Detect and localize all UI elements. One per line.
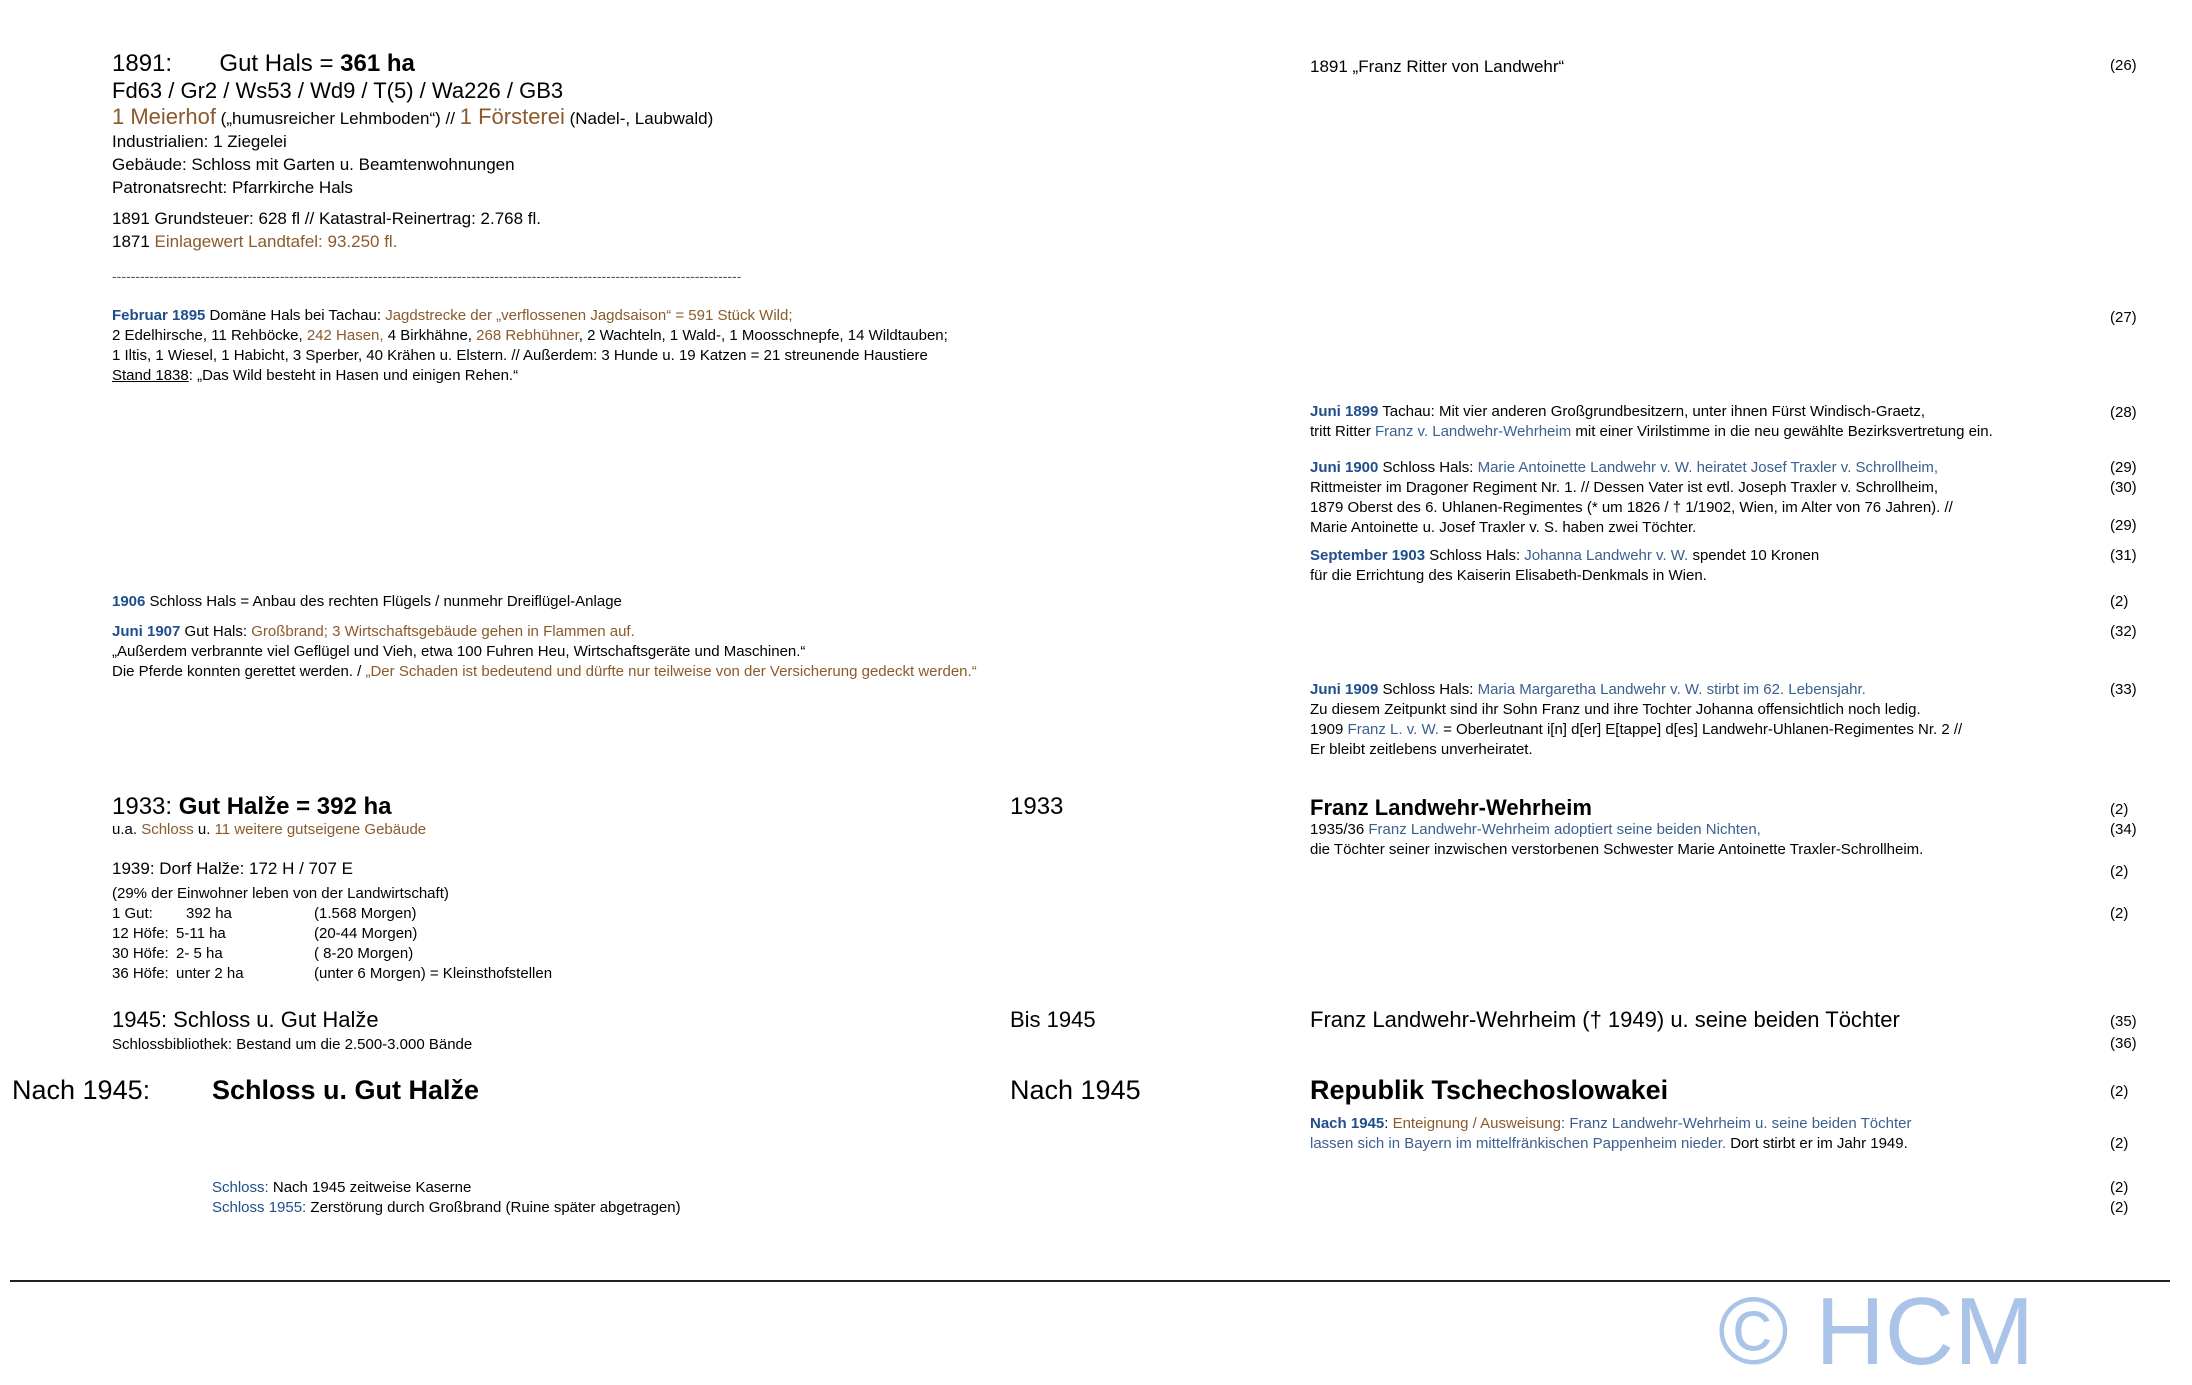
entry-jun-1907-line2: „Außerdem verbrannte viel Geflügel und Vieh, etwa 100 Fuhren Heu, Wirtschaftsgeräte und Maschinen.“ <box>112 643 806 660</box>
entry-jun-1909: Juni 1909 Schloss Hals: Maria Margaretha Landwehr v. W. stirbt im 62. Lebensjahr. <box>1310 681 1866 698</box>
ref-32: (32) <box>2110 623 2137 640</box>
entry-jun-1909-line2: Zu diesem Zeitpunkt sind ihr Sohn Franz und ihre Tochter Johanna offensichtlich noch ledig. <box>1310 701 1921 718</box>
ref-2: (2) <box>2110 1179 2129 1196</box>
republik-title: Republik Tschechoslowakei <box>1310 1075 1669 1105</box>
mid-nach-1945: Nach 1945 <box>1010 1075 1141 1105</box>
entry-sep-1903-line2: für die Errichtung des Kaiserin Elisabeth-Denkmals in Wien. <box>1310 567 1707 584</box>
farm-row: 12 Höfe: 5-11 ha (20-44 Morgen) <box>112 925 418 942</box>
copyright-watermark: © HCM <box>1718 1278 2035 1385</box>
entry-adoption: 1935/36 Franz Landwehr-Wehrheim adoptiert seine beiden Nichten, <box>1310 821 1761 838</box>
patronatsrecht: Patronatsrecht: Pfarrkirche Hals <box>112 178 353 197</box>
ref-33: (33) <box>2110 681 2137 698</box>
right-bis-1945: Franz Landwehr-Wehrheim († 1949) u. seine beiden Töchter <box>1310 1007 1900 1032</box>
foersterei: 1 Försterei <box>459 104 565 129</box>
franz-title: Franz Landwehr-Wehrheim <box>1310 795 1592 820</box>
foersterei-note: (Nadel-, Laubwald) <box>564 109 714 128</box>
heading-1945: 1945: Schloss u. Gut Halže <box>112 1007 379 1032</box>
entry-nach-1945: Nach 1945: Enteignung / Ausweisung: Franz Landwehr-Wehrheim u. seine beiden Töchter <box>1310 1115 1912 1132</box>
meierhof: 1 Meierhof <box>112 104 216 129</box>
farm-row: 1 Gut: 392 ha (1.568 Morgen) <box>112 905 417 922</box>
dorf-1939: 1939: Dorf Halže: 172 H / 707 E <box>112 859 353 878</box>
entry-jun-1900: Juni 1900 Schloss Hals: Marie Antoinette Landwehr v. W. heiratet Josef Traxler v. Schrollheim, <box>1310 459 1939 476</box>
entry-zerstoerung: Schloss 1955: Zerstörung durch Großbrand (Ruine später abgetragen) <box>212 1199 681 1216</box>
ref-26: (26) <box>2110 57 2137 74</box>
entry-jun-1907: Juni 1907 Gut Hals: Großbrand; 3 Wirtschaftsgebäude gehen in Flammen auf. <box>112 623 635 640</box>
einwohner-note: (29% der Einwohner leben von der Landwirtschaft) <box>112 885 449 902</box>
einlagewert: 1871 Einlagewert Landtafel: 93.250 fl. <box>112 232 398 251</box>
entry-feb-1895-line3: 1 Iltis, 1 Wiesel, 1 Habicht, 3 Sperber, 40 Krähen u. Elstern. // Außerdem: 3 Hunde u. 19 Katzen = 21 streunende Haustiere <box>112 347 928 364</box>
ref-2: (2) <box>2110 801 2129 818</box>
ref-2: (2) <box>2110 593 2129 610</box>
entry-jun-1900-line2: Rittmeister im Dragoner Regiment Nr. 1. // Dessen Vater ist evtl. Joseph Traxler v. Schrollheim, <box>1310 479 1938 496</box>
gut-1933-sub: u.a. Schloss u. 11 weitere gutseigene Gebäude <box>112 821 427 838</box>
ref-27: (27) <box>2110 309 2137 326</box>
entry-kaserne: Schloss: Nach 1945 zeitweise Kaserne <box>212 1179 472 1196</box>
ref-31: (31) <box>2110 547 2137 564</box>
entry-jun-1899: Juni 1899 Tachau: Mit vier anderen Großgrundbesitzern, unter ihnen Fürst Windisch-Graetz, <box>1310 403 1926 420</box>
entry-sep-1903: September 1903 Schloss Hals: Johanna Landwehr v. W. spendet 10 Kronen <box>1310 547 1820 564</box>
farm-row: 30 Höfe: 2- 5 ha ( 8-20 Morgen) <box>112 945 414 962</box>
nach-1945-label: Nach 1945: <box>12 1075 151 1105</box>
entry-feb-1895-line2: 2 Edelhirsche, 11 Rehböcke, 242 Hasen, 4 Birkhähne, 268 Rebhühner, 2 Wachteln, 1 Wald-, 1 Moosschnepfe, 14 Wildtauben; <box>112 327 948 344</box>
entry-nach-1945-line2: lassen sich in Bayern im mittelfränkischen Pappenheim nieder. Dort stirbt er im Jahr 1949. <box>1310 1135 1908 1152</box>
right-1891: 1891 „Franz Ritter von Landwehr“ <box>1310 57 1565 76</box>
entry-jun-1909-line4: Er bleibt zeitlebens unverheiratet. <box>1310 741 1533 758</box>
ref-35: (35) <box>2110 1013 2137 1030</box>
entry-adoption-line2: die Töchter seiner inzwischen verstorbenen Schwester Marie Antoinette Traxler-Schrollheim. <box>1310 841 1924 858</box>
meierhof-line: 1 Meierhof („humusreicher Lehmboden“) // 1 Försterei (Nadel-, Laubwald) <box>112 104 714 129</box>
heading-1933: 1933: Gut Halže = 392 ha <box>112 793 392 820</box>
farm-row: 36 Höfe: unter 2 ha (unter 6 Morgen) = Kleinsthofstellen <box>112 965 553 982</box>
gut-hals-name: Gut Hals = <box>219 50 341 77</box>
year-1891: 1891: <box>112 50 173 77</box>
ref-29: (29) <box>2110 517 2137 534</box>
mid-bis-1945: Bis 1945 <box>1010 1007 1096 1032</box>
entry-1906: 1906 Schloss Hals = Anbau des rechten Flügels / nunmehr Dreiflügel-Anlage <box>112 593 622 610</box>
heading-1891 <box>112 49 415 78</box>
meierhof-note: humusreicher Lehmboden <box>232 109 430 128</box>
mid-1933: 1933 <box>1010 793 1064 820</box>
grundsteuer: 1891 Grundsteuer: 628 fl // Katastral-Reinertrag: 2.768 fl. <box>112 209 542 228</box>
ref-2: (2) <box>2110 1083 2129 1100</box>
ref-36: (36) <box>2110 1035 2137 1052</box>
ref-2: (2) <box>2110 863 2129 880</box>
entry-feb-1895: Februar 1895 Domäne Hals bei Tachau: Jagdstrecke der „verflossenen Jagdsaison“ = 591 Stück Wild; <box>112 307 793 324</box>
entry-stand-1838: Stand 1838: „Das Wild besteht in Hasen und einigen Rehen.“ <box>112 367 519 384</box>
codes-1891: Fd63 / Gr2 / Ws53 / Wd9 / T(5) / Wa226 / GB3 <box>112 78 564 103</box>
ref-34: (34) <box>2110 821 2137 838</box>
ref-2: (2) <box>2110 1199 2129 1216</box>
entry-jun-1900-line4: Marie Antoinette u. Josef Traxler v. S. haben zwei Töchter. <box>1310 519 1697 536</box>
entry-jun-1900-line3: 1879 Oberst des 6. Uhlanen-Regimentes (* um 1826 / † 1/1902, Wien, im Alter von 76 Jahren). // <box>1310 499 1953 516</box>
ref-29: (29) <box>2110 459 2137 476</box>
ref-2: (2) <box>2110 1135 2129 1152</box>
schlossbibliothek: Schlossbibliothek: Bestand um die 2.500-3.000 Bände <box>112 1036 473 1053</box>
nach-1945-title: Schloss u. Gut Halže <box>212 1075 480 1105</box>
ref-2: (2) <box>2110 905 2129 922</box>
gebaeude: Gebäude: Schloss mit Garten u. Beamtenwohnungen <box>112 155 515 174</box>
ref-30: (30) <box>2110 479 2137 496</box>
industrialien: Industrialien: 1 Ziegelei <box>112 132 287 151</box>
gut-hals-area: 361 ha <box>340 50 415 77</box>
dash-separator: --------------------------------------------------------------------------------------------------------------------------------------- <box>112 268 742 284</box>
ref-28: (28) <box>2110 404 2137 421</box>
entry-jun-1909-line3: 1909 Franz L. v. W. = Oberleutnant i[n] d[er] E[tappe] d[es] Landwehr-Uhlanen-Regimentes Nr. 2 // <box>1310 721 1963 738</box>
entry-jun-1907-line3: Die Pferde konnten gerettet werden. / „Der Schaden ist bedeutend und dürfte nur teilweise von der Versicherung gedeckt werden.“ <box>112 663 977 680</box>
entry-jun-1899-line2: tritt Ritter Franz v. Landwehr-Wehrheim mit einer Virilstimme in die neu gewählte Bezirksvertretung ein. <box>1310 423 1993 440</box>
